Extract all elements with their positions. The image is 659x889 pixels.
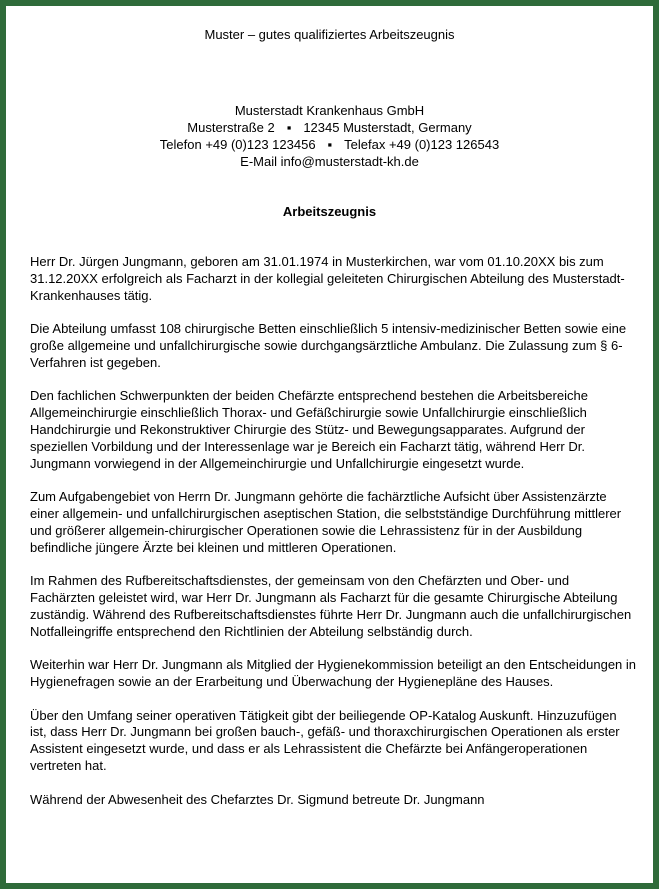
paragraph: Zum Aufgabengebiet von Herrn Dr. Jungmann gehörte die fachärztliche Aufsicht über Assistenzärzte einer allgemein- und unfallchirurgischen aseptischen Station, die selbstständige Durchführung mittlerer und größerer allgemein-chirurgischer Operationen sowie die Lehrassistenz für in der Ausbildung befindliche jüngere Ärzte bei kleinen und mittleren Operationen. <box>30 489 622 555</box>
bullet-separator-icon: ▪ <box>327 137 333 152</box>
paragraph: Den fachlichen Schwerpunkten der beiden Chefärzte entsprechend bestehen die Arbeitsbereiche Allgemeinchirurgie einschließlich Thorax- und Gefäßchirurgie sowie Unfallchirurgie einschließlich Handchirurgie und Rekonstruktiver Chirurgie des Stütz- und Bewegungsapparates. Aufgrund der speziellen Vorbildung und der Interessenlage war je Bereich ein Facharzt tätig, während Herr Dr. Jungmann vorwiegend in der Allgemeinchirurgie und Unfallchirurgie eingesetzt wurde. <box>30 388 588 471</box>
letterhead-city: 12345 Musterstadt, Germany <box>303 120 472 135</box>
letterhead-contact-line <box>6 136 653 153</box>
letterhead-address-line <box>6 119 653 136</box>
paragraph: Im Rahmen des Rufbereitschaftsdienstes, der gemeinsam von den Chefärzten und Ober- und Fachärzten geleistet wird, war Herr Dr. Jungmann als Facharzt für die gesamte Chirurgische Abteilung zuständig. Während des Rufbereitschaftsdienstes führte Herr Dr. Jungmann auch die unfallchirurgischen Notfalleingriffe entsprechend den Richtlinien der Abteilung selbständig durch. <box>30 573 632 639</box>
document-frame <box>6 6 653 883</box>
bullet-separator-icon: ▪ <box>286 120 292 135</box>
letterhead-org: Musterstadt Krankenhaus GmbH <box>234 103 425 118</box>
paragraph: Weiterhin war Herr Dr. Jungmann als Mitglied der Hygienekommission beteiligt an den Entscheidungen in Hygienefragen sowie an der Erarbeitung und Überwachung der Hygienepläne des Hauses. <box>30 657 637 689</box>
letterhead-email: E-Mail info@musterstadt-kh.de <box>240 154 419 169</box>
paragraph: Während der Abwesenheit des Chefarztes Dr. Sigmund betreute Dr. Jungmann <box>30 791 485 807</box>
letterhead-street: Musterstraße 2 <box>187 120 275 135</box>
paragraph: Die Abteilung umfasst 108 chirurgische Betten einschließlich 5 intensiv-medizinischer Betten sowie eine große allgemeine und unfallchirurgische sowie durchgangsärztliche Ambulanz. Die Zulassung zum § 6-Verfahren ist gegeben. <box>30 321 627 370</box>
document-body <box>30 254 636 825</box>
letterhead <box>6 102 653 170</box>
paragraph: Über den Umfang seiner operativen Tätigkeit gibt der beiliegende OP-Katalog Auskunft. Hinzuzufügen ist, dass Herr Dr. Jungmann bei großen bauch-, gefäß- und thoraxchirurgischen Operationen als erster Assistent eingesetzt wurde, und dass er als Lehrassistent die Chefärzte bei Anfängeroperationen vertreten hat. <box>30 707 620 773</box>
letterhead-phone: Telefon +49 (0)123 123456 <box>159 137 316 152</box>
document-heading: Arbeitszeugnis <box>282 204 377 219</box>
paragraph: Herr Dr. Jürgen Jungmann, geboren am 31.01.1974 in Musterkirchen, war vom 01.10.20XX bis zum 31.12.20XX erfolgreich als Facharzt in der kollegial geleiteten Chirurgischen Abteilung des Musterstadt-Krankenhauses tätig. <box>30 254 625 303</box>
document-page <box>6 6 653 883</box>
letterhead-fax: Telefax +49 (0)123 126543 <box>344 137 500 152</box>
document-title: Muster – gutes qualifiziertes Arbeitszeugnis <box>204 27 455 42</box>
